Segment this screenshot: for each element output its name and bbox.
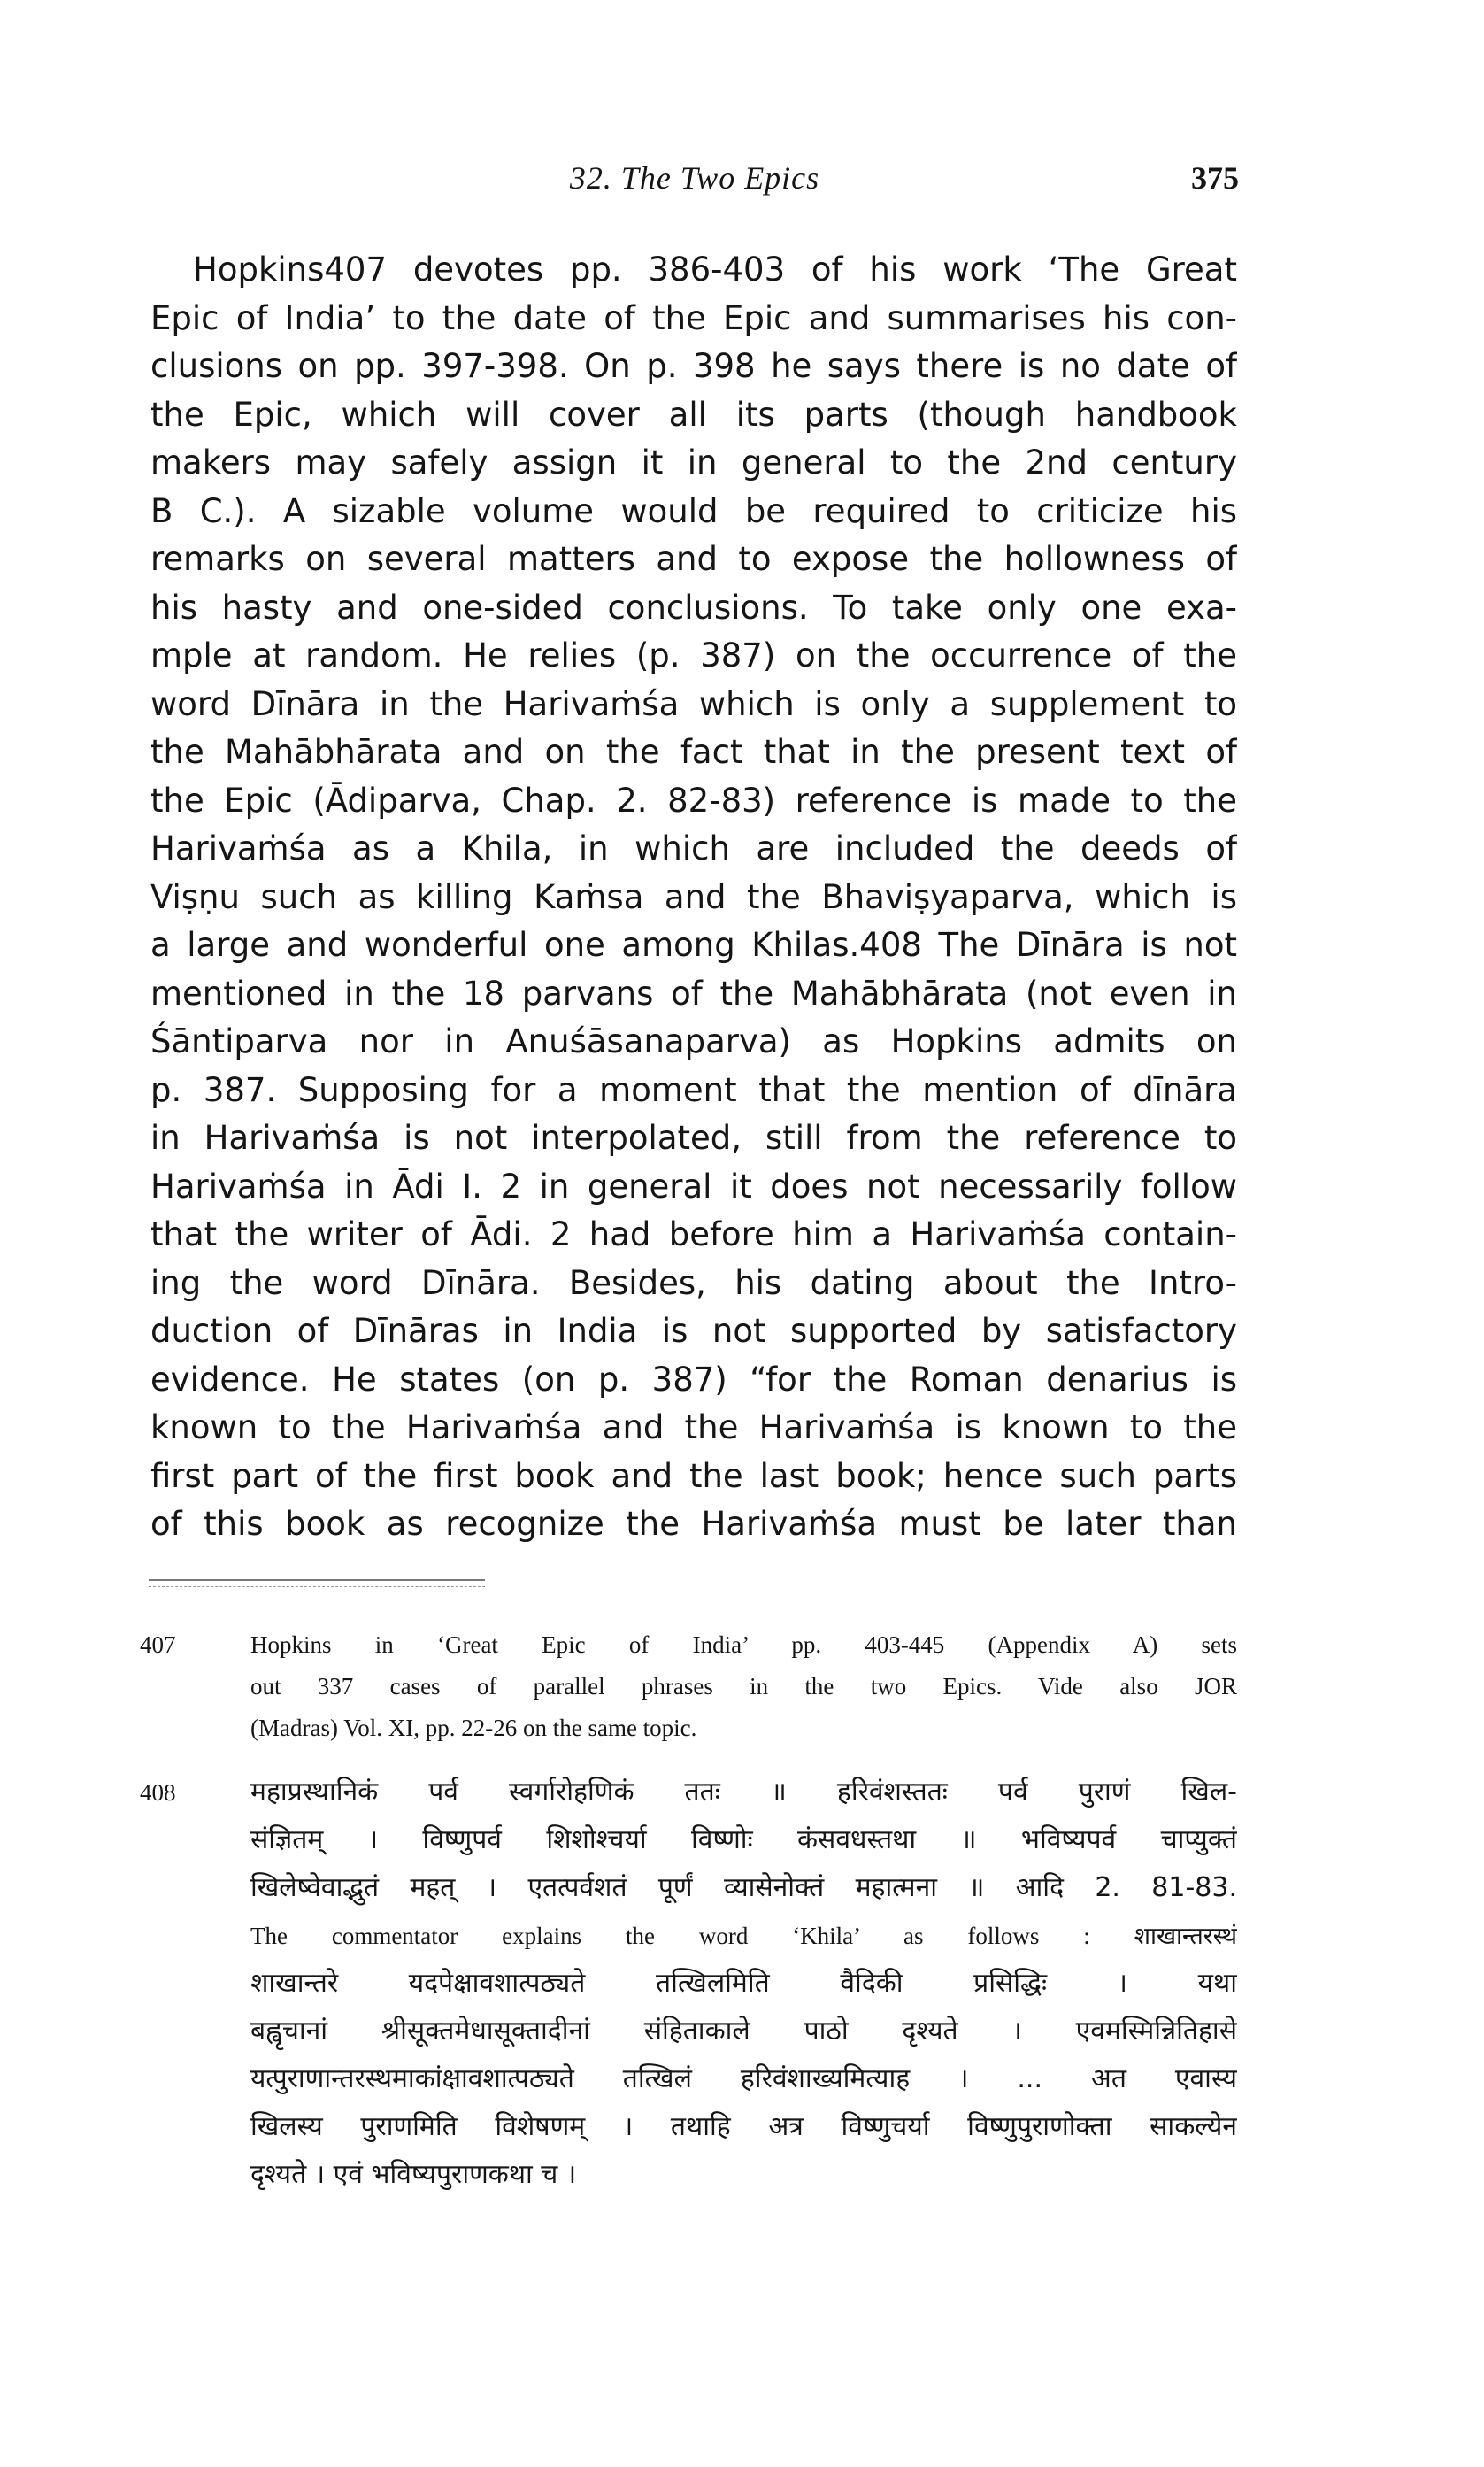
body-line: in Harivaṁśa is not interpolated, still from the reference to (150, 1119, 1237, 1157)
body-line: Epic of India’ to the date of the Epic and summarises his con- (150, 298, 1237, 337)
footnotes (140, 1624, 1237, 2218)
body-line: Harivaṁśa in Ādi I. 2 in general it does not necessarily follow (150, 1167, 1237, 1206)
footnote-line: (Madras) Vol. XI, pp. 22-26 on the same topic. (250, 1715, 697, 1741)
footnote-line: The commentator explains the word ‘Khila’ as follows : शाखान्तरस्थं (250, 1923, 1237, 1949)
page-number: 375 (1191, 160, 1239, 196)
footnote-line: Hopkins in ‘Great Epic of India’ pp. 403-445 (Appendix A) sets (250, 1631, 1237, 1658)
body-line: clusions on pp. 397-398. On p. 398 he says there is no date of (150, 347, 1237, 385)
running-title: 32. The Two Epics (569, 160, 820, 196)
body-line: Hopkins407 devotes pp. 386-403 of his work ‘The Great (193, 251, 1237, 289)
body-line: the Epic (Ādiparva, Chap. 2. 82-83) reference is made to the (150, 781, 1237, 820)
footnote-line: बह्वृचानां श्रीसूक्तमेधासूक्तादीनां संहिताकाले पाठो दृश्यते । एवमस्मिन्नितिहासे (250, 2016, 1237, 2047)
footnote-line: यत्पुराणान्तरस्थमाकांक्षावशात्पठ्यते तत्खिलं हरिवंशाख्यमित्याह । ... अत एवास्य (250, 2063, 1237, 2094)
body-line: of this book as recognize the Harivaṁśa must be later than (150, 1505, 1237, 1543)
body-line: that the writer of Ādi. 2 had before him a Harivaṁśa contain- (150, 1215, 1237, 1253)
footnote-line: खिलस्य पुराणमिति विशेषणम् । तथाहि अत्र विष्णुचर्या विष्णुपुराणोक्ता साकल्येन (250, 2111, 1237, 2142)
body-line: ing the word Dīnāra. Besides, his dating about the Intro- (150, 1263, 1237, 1302)
footnote-number: 408 (140, 1779, 176, 1806)
body-line: word Dīnāra in the Harivaṁśa which is only a supplement to (150, 684, 1237, 723)
footnote-separator (149, 1579, 485, 1587)
footnote-line: महाप्रस्थानिकं पर्व स्वर्गारोहणिकं ततः ॥ हरिवंशस्ततः पर्व पुराणं खिल- (250, 1777, 1237, 1808)
body-line: Śāntiparva nor in Anuśāsanaparva) as Hopkins admits on (150, 1022, 1237, 1060)
footnote-text (250, 1769, 1237, 2199)
body-line: Viṣṇu such as killing Kaṁsa and the Bhaviṣyaparva, which is (150, 877, 1237, 916)
footnote-number: 407 (140, 1631, 176, 1658)
body-line: Harivaṁśa as a Khila, in which are included the deeds of (150, 829, 1237, 867)
footnote-line: संज्ञितम् । विष्णुपर्व शिशोश्चर्या विष्णोः कंसवधस्तथा ॥ भविष्यपर्व चाप्युक्तं (250, 1824, 1237, 1855)
footnote-line: शाखान्तरे यदपेक्षावशात्पठ्यते तत्खिलमिति वैदिकी प्रसिद्धिः । यथा (250, 1968, 1237, 1999)
footnote-407 (140, 1624, 1237, 1749)
body-line: first part of the first book and the last book; hence such parts (150, 1456, 1237, 1495)
body-line: known to the Harivaṁśa and the Harivaṁśa is known to the (150, 1408, 1237, 1446)
body-line: mentioned in the 18 parvans of the Mahābhārata (not even in (150, 974, 1237, 1013)
body-line: evidence. He states (on p. 387) “for the Roman denarius is (150, 1360, 1237, 1399)
body-line: remarks on several matters and to expose the hollowness of (150, 540, 1237, 578)
body-line: mple at random. He relies (p. 387) on the occurrence of the (150, 636, 1237, 675)
body-line: a large and wonderful one among Khilas.408 The Dīnāra is not (150, 926, 1237, 964)
footnote-line: दृश्यते । एवं भविष्यपुराणकथा च । (250, 2159, 577, 2190)
footnote-line: out 337 cases of parallel phrases in the two Epics. Vide also JOR (250, 1673, 1237, 1700)
body-line: p. 387. Supposing for a moment that the mention of dīnāra (150, 1070, 1237, 1109)
body-line: B C.). A sizable volume would be required to criticize his (150, 491, 1237, 530)
footnote-line: खिलेष्वेवाद्भुतं महत् । एतत्पर्वशतं पूर्णं व्यासेनोक्तं महात्मना ॥ आदि 2. 81-83. (250, 1872, 1237, 1903)
body-line: the Epic, which will cover all its parts (though handbook (150, 395, 1237, 434)
footnote-408 (140, 1769, 1237, 2199)
body-line: makers may safely assign it in general to the 2nd century (150, 443, 1237, 482)
running-head (150, 159, 1239, 204)
footnote-text (250, 1624, 1237, 1749)
body-line: the Mahābhārata and on the fact that in the present text of (150, 733, 1237, 771)
body-line: duction of Dīnāras in India is not supported by satisfactory (150, 1312, 1237, 1350)
body-line: his hasty and one-sided conclusions. To take only one exa- (150, 588, 1237, 627)
body-text (150, 246, 1237, 1549)
